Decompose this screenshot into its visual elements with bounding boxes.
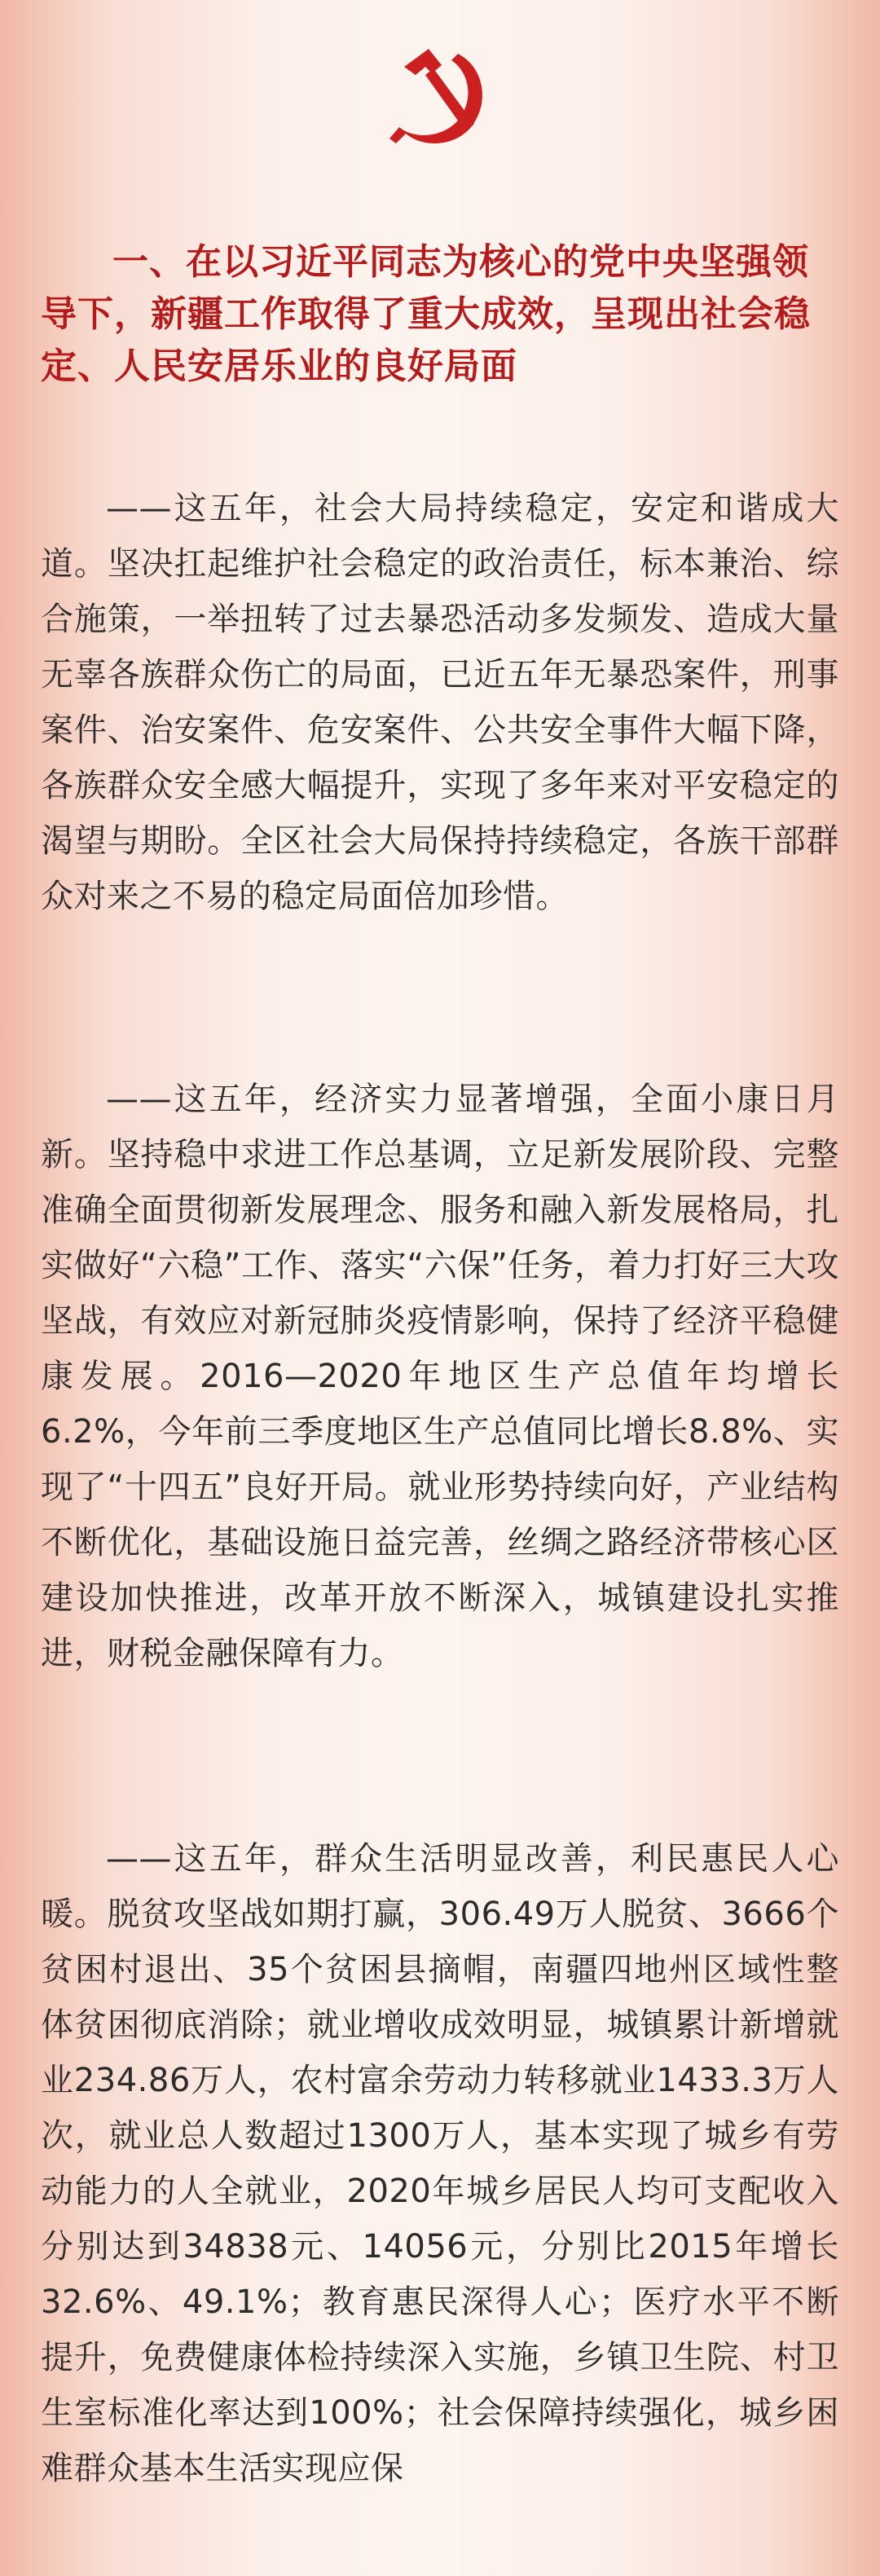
- party-emblem-icon: [383, 42, 497, 156]
- paragraph-social-stability: ——这五年，社会大局持续稳定，安定和谐成大道。坚决扛起维护社会稳定的政治责任，标本兼治、综合施策，一举扭转了过去暴恐活动多发频发、造成大量无辜各族群众伤亡的局面，已近五年无暴恐案件，刑事案件、治安案件、危安案件、公共安全事件大幅下降，各族群众安全感大幅提升，实现了多年来对平安稳定的渴望与期盼。全区社会大局保持持续稳定，各族干部群众对来之不易的稳定局面倍加珍惜。: [41, 490, 839, 915]
- section-heading: 一、在以习近平同志为核心的党中央坚强领导下，新疆工作取得了重大成效，呈现出社会稳定、人民安居乐业的良好局面: [41, 241, 811, 387]
- paragraph-livelihood: ——这五年，群众生活明显改善，利民惠民人心暖。脱贫攻坚战如期打赢，306.49万人脱贫、3666个贫困村退出、35个贫困县摘帽，南疆四地州区域性整体贫困彻底消除；就业增收成效明显，城镇累计新增就业234.86万人，农村富余劳动力转移就业1433.3万人次，就业总人数超过1300万人，基本实现了城乡有劳动能力的人全就业，2020年城乡居民人均可支配收入分别达到34838元、14056元，分别比2015年增长32.6%、49.1%；教育惠民深得人心；医疗水平不断提升，免费健康体检持续深入实施，乡镇卫生院、村卫生室标准化率达到100%；社会保障持续强化，城乡困难群众基本生活实现应保: [41, 1840, 839, 2487]
- paragraph-economic-strength: ——这五年，经济实力显著增强，全面小康日月新。坚持稳中求进工作总基调，立足新发展阶段、完整准确全面贯彻新发展理念、服务和融入新发展格局，扎实做好“六稳”工作、落实“六保”任务，着力打好三大攻坚战，有效应对新冠肺炎疫情影响，保持了经济平稳健康发展。2016—2020年地区生产总值年均增长6.2%，今年前三季度地区生产总值同比增长8.8%、实现了“十四五”良好开局。就业形势持续向好，产业结构不断优化，基础设施日益完善，丝绸之路经济带核心区建设加快推进，改革开放不断深入，城镇建设扎实推进，财税金融保障有力。: [41, 1081, 839, 1672]
